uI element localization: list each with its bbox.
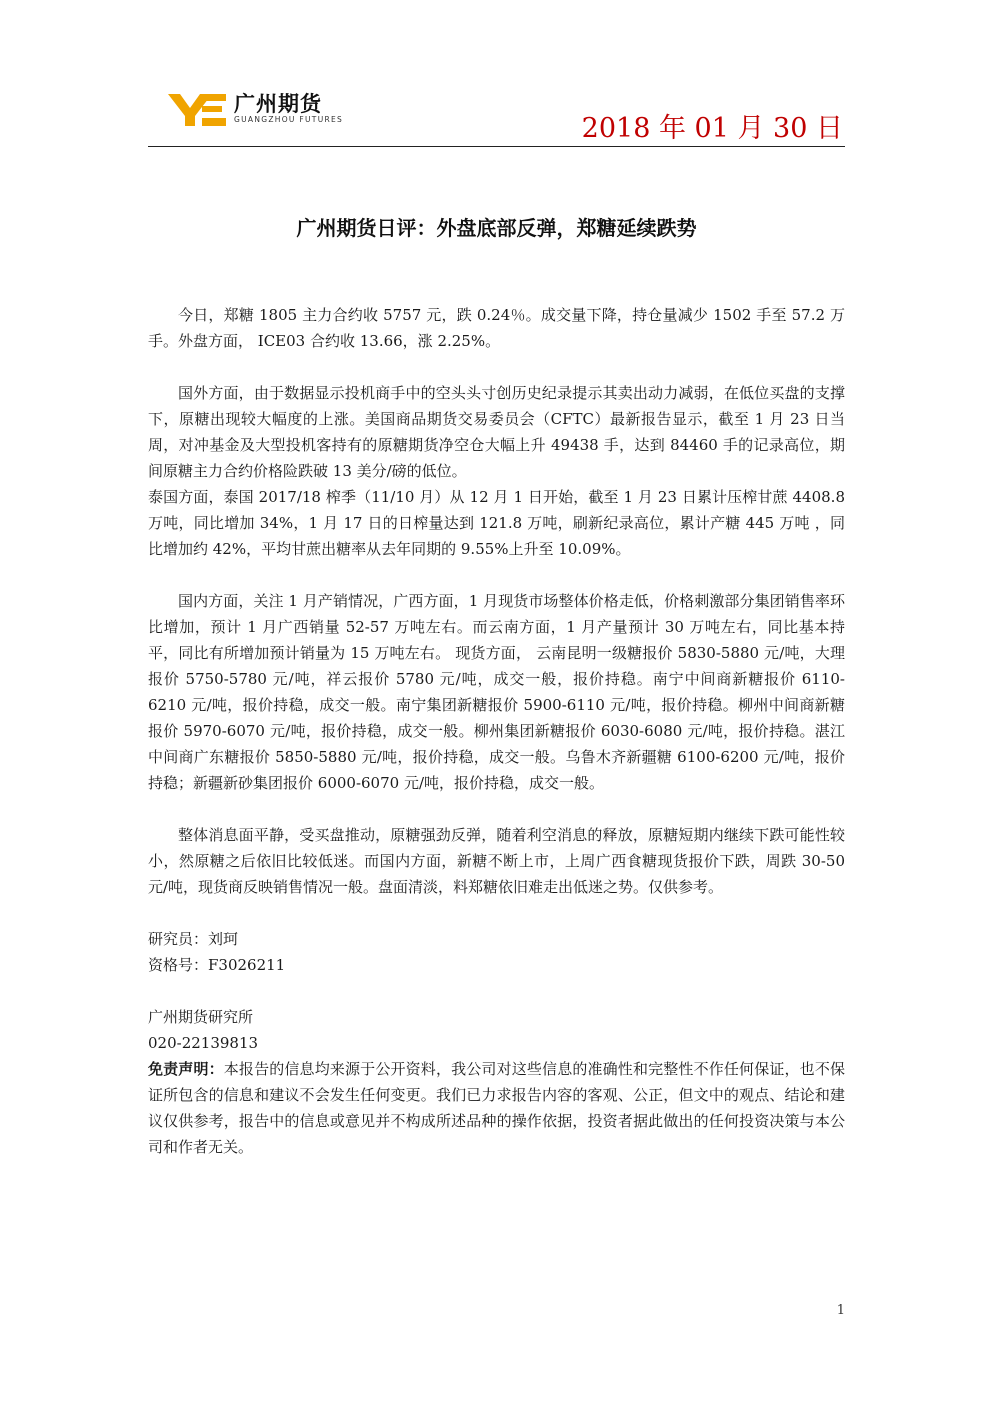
paragraph-thailand: 泰国方面，泰国 2017/18 榨季（11/10 月）从 12 月 1 日开始，截至 1 月 23 日累计压榨甘蔗 4408.8 万吨，同比增加 34%，1 月 17 日的日榨量达到 121.8 万吨，刷新纪录高位，累计产糖 445 万吨 ，同比增加约 42%，平均甘蔗出糖率从去年同期的 9.55%上升至 10.09%。 [148, 488, 845, 558]
report-title: 广州期货日评：外盘底部反弹，郑糖延续跌势 [296, 216, 697, 240]
report-body [148, 302, 845, 1160]
report-date: 2018 年 01 月 30 日 [581, 113, 843, 144]
institute-name: 广州期货研究所 [148, 1008, 254, 1026]
disclaimer-label: 免责声明： [148, 1060, 224, 1078]
header-divider [148, 146, 845, 147]
researcher-name: 研究员：刘珂 [148, 930, 239, 948]
researcher-info [148, 926, 845, 978]
researcher-cert: 资格号：F3026211 [148, 956, 286, 974]
company-logo [168, 88, 358, 130]
page-number: 1 [836, 1303, 845, 1318]
paragraph-outlook: 整体消息面平静，受买盘推动，原糖强劲反弹，随着利空消息的释放，原糖短期内继续下跌可能性较小，然原糖之后依旧比较低迷。而国内方面，新糖不断上市，上周广西食糖现货报价下跌，周跌 30-50 元/吨，现货商反映销售情况一般。盘面清淡，料郑糖依旧难走出低迷之势。仅供参考。 [148, 826, 845, 896]
disclaimer [148, 1056, 845, 1160]
disclaimer-text: 本报告的信息均来源于公开资料，我公司对这些信息的准确性和完整性不作任何保证，也不保证所包含的信息和建议不会发生任何变更。我们已力求报告内容的客观、公正，但文中的观点、结论和建议仅供参考，报告中的信息或意见并不构成所述品种的操作依据，投资者据此做出的任何投资决策与本公司和作者无关。 [148, 1060, 845, 1156]
paragraph-overseas: 国外方面，由于数据显示投机商手中的空头头寸创历史纪录提示其卖出动力减弱，在低位买盘的支撑下，原糖出现较大幅度的上涨。美国商品期货交易委员会（CFTC）最新报告显示，截至 1 月 23 日当周，对冲基金及大型投机客持有的原糖期货净空仓大幅上升 49438 手，达到 84460 手的记录高位，期间原糖主力合约价格险跌破 13 美分/磅的低位。 [148, 384, 845, 480]
institute-phone: 020-22139813 [148, 1034, 259, 1052]
paragraph-market-summary: 今日，郑糖 1805 主力合约收 5757 元，跌 0.24％。成交量下降，持仓量减少 1502 手至 57.2 万手。外盘方面， ICE03 合约收 13.66，涨 2.25%。 [148, 306, 845, 350]
institute-info [148, 1004, 845, 1056]
page-header [148, 78, 845, 148]
logo-name-cn: 广州期货 [234, 92, 322, 116]
logo-mark-icon [168, 88, 228, 128]
logo-name-en: GUANGZHOU FUTURES [234, 115, 344, 124]
paragraph-domestic: 国内方面，关注 1 月产销情况，广西方面，1 月现货市场整体价格走低，价格刺激部分集团销售率环比增加，预计 1 月广西销量 52-57 万吨左右。而云南方面，1 月产量预计 30 万吨左右，同比基本持平，同比有所增加预计销量为 15 万吨左右。 现货方面， 云南昆明一级糖报价 5830-5880 元/吨，大理报价 5750-5780 元/吨，祥云报价 5780 元/吨，成交一般，报价持稳。南宁中间商新糖报价 6110-6210 元/吨，报价持稳，成交一般。南宁集团新糖报价 5900-6110 元/吨，报价持稳。柳州中间商新糖报价 5970-6070 元/吨，报价持稳，成交一般。柳州集团新糖报价 6030-6080 元/吨，报价持稳。湛江中间商广东糖报价 5850-5880 元/吨，报价持稳，成交一般。乌鲁木齐新疆糖 6100-6200 元/吨，报价持稳；新疆新砂集团报价 6000-6070 元/吨，报价持稳，成交一般。 [148, 592, 845, 792]
